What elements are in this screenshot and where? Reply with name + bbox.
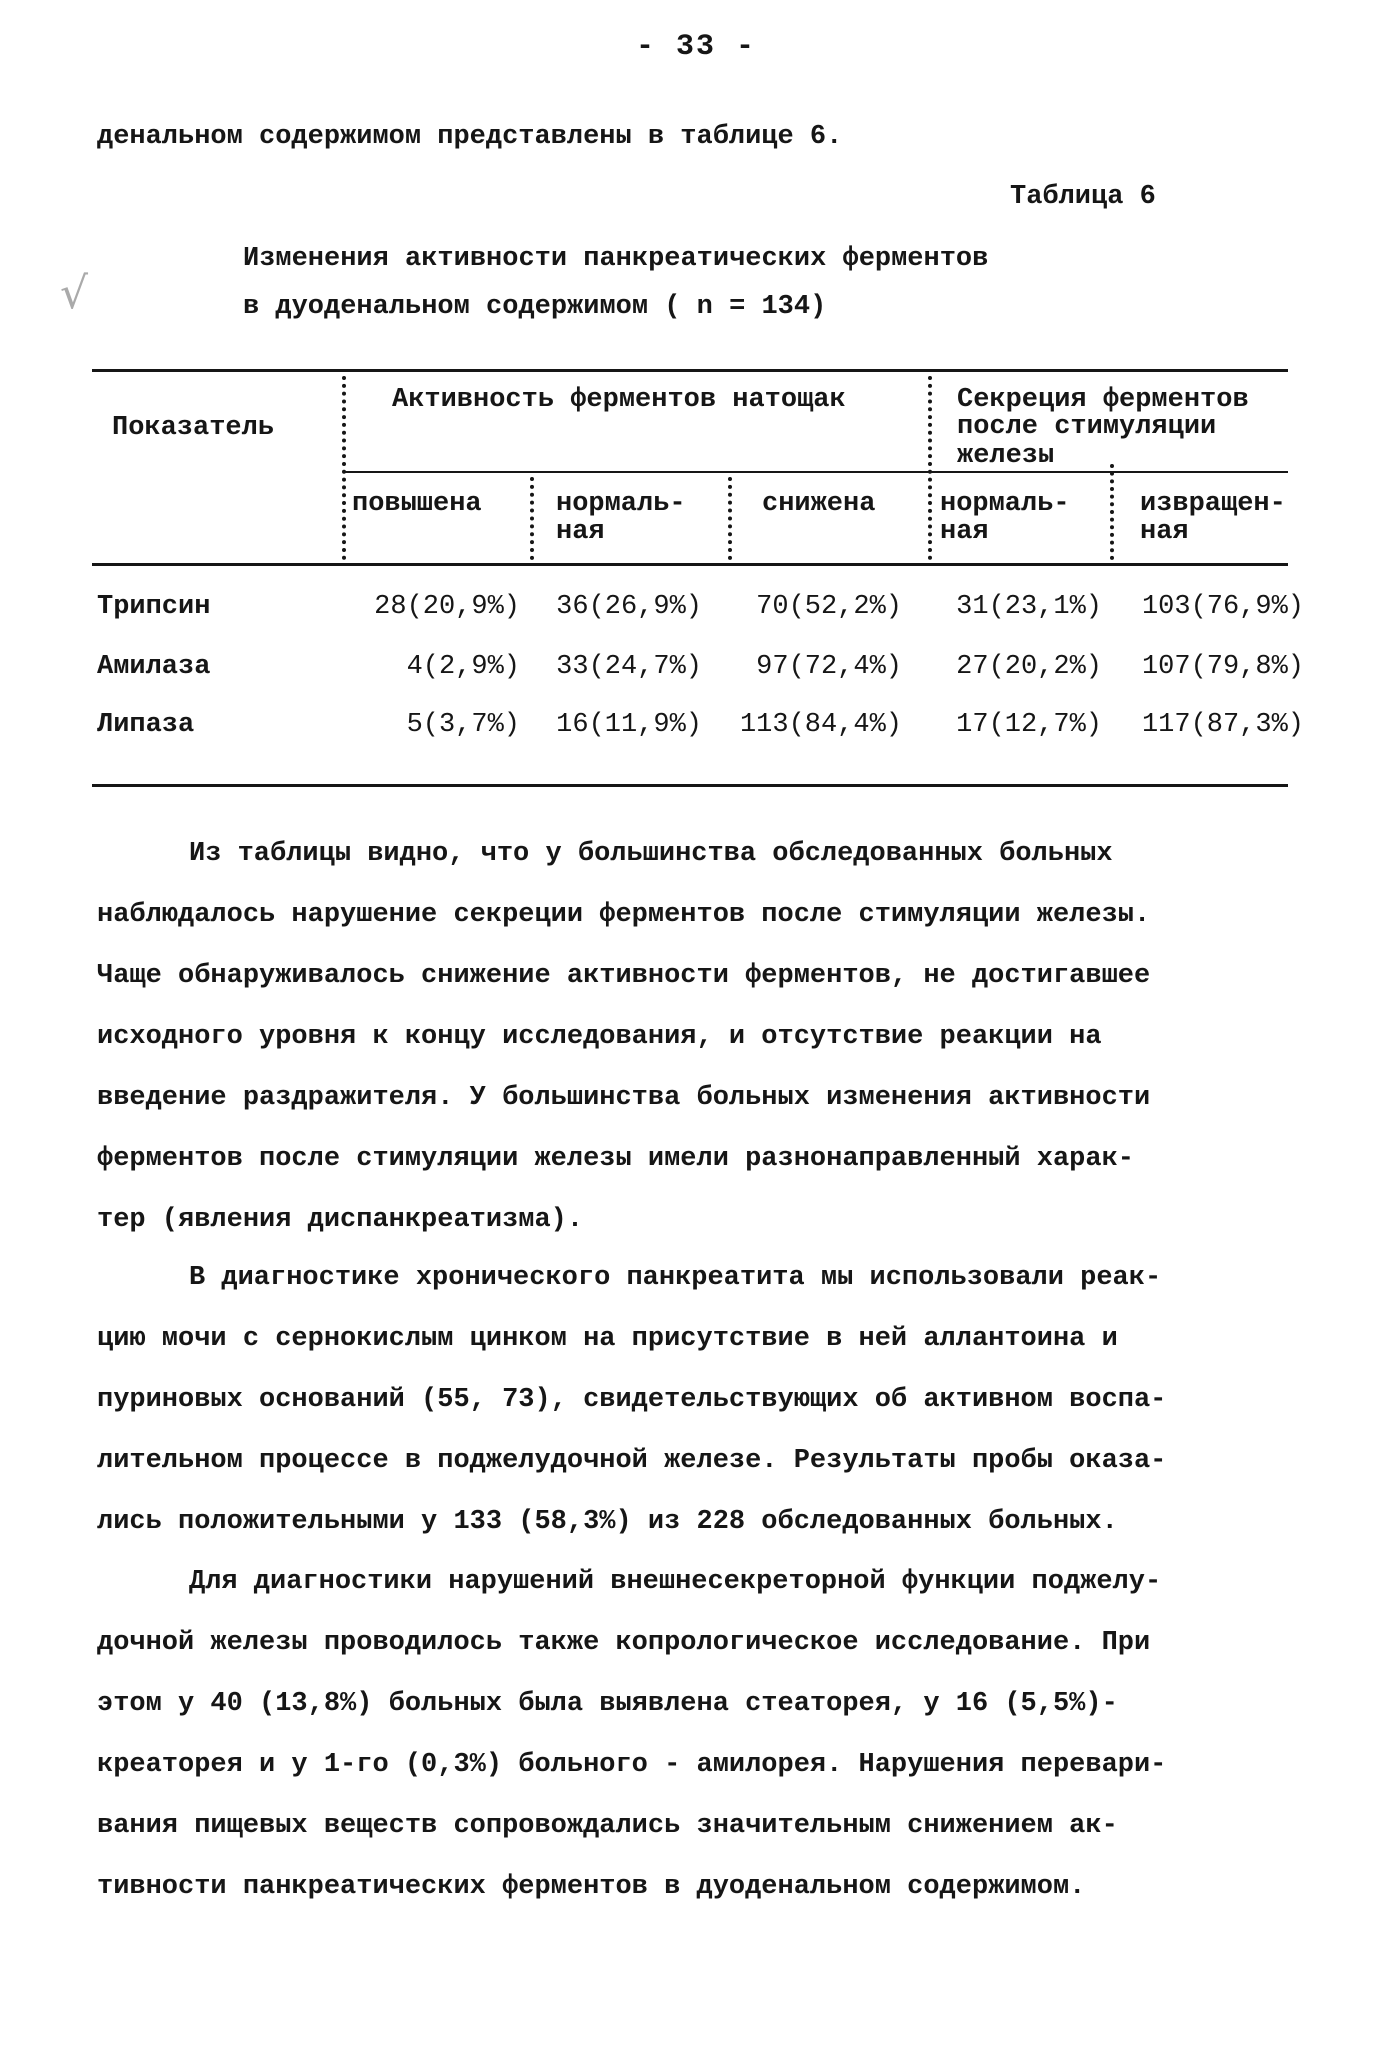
column-separator	[342, 376, 346, 560]
column-separator	[928, 376, 932, 560]
table-cell: 107(79,8%)	[1141, 652, 1304, 682]
table-cell: 5(3,7%)	[406, 710, 520, 740]
header-increased: повышена	[352, 489, 482, 519]
table-caption-line-1: Изменения активности панкреатических ферментов	[243, 244, 989, 274]
intro-line: денальном содержимом представлены в таблице 6.	[97, 122, 843, 152]
table-cell: 117(87,3%)	[1141, 710, 1304, 740]
paragraph-line: тер (явления диспанкреатизма).	[97, 1205, 584, 1235]
header-decreased: снижена	[762, 489, 876, 519]
paragraph-line: вания пищевых веществ сопровождались значительным снижением ак-	[97, 1811, 1118, 1841]
header-fasting-group: Активность ферментов натощак	[392, 385, 846, 415]
header-normal2-line-1: нормаль-	[940, 489, 1070, 519]
paragraph-2	[97, 1248, 1293, 1553]
table-cell: 113(84,4%)	[739, 710, 902, 740]
table-group-rule	[345, 471, 1288, 473]
table-label: Таблица 6	[1010, 182, 1156, 212]
table-cell: 31(23,1%)	[956, 592, 1102, 622]
table-cell: 70(52,2%)	[756, 592, 902, 622]
header-secretion-line-2: после стимуляции	[957, 412, 1217, 442]
table-cell: 36(26,9%)	[556, 592, 702, 622]
paragraph-line: исходного уровня к концу исследования, и отсутствие реакции на	[97, 1022, 1102, 1052]
row-label: Амилаза	[97, 652, 211, 682]
table-cell: 28(20,9%)	[374, 592, 520, 622]
header-normal2-line-2: ная	[940, 517, 989, 547]
header-perverted-line-2: ная	[1140, 517, 1189, 547]
paragraph-3	[97, 1552, 1293, 1918]
table-bottom-rule	[92, 784, 1288, 787]
table-cell: 4(2,9%)	[406, 652, 520, 682]
table-top-rule	[92, 369, 1288, 372]
paragraph-line: В диагностике хронического панкреатита мы использовали реак-	[189, 1263, 1162, 1293]
row-label: Трипсин	[97, 592, 211, 622]
header-secretion-line-3: железы	[957, 441, 1055, 471]
table-caption-line-2: в дуоденальном содержимом ( n = 134)	[243, 292, 827, 322]
table-cell: 16(11,9%)	[556, 710, 702, 740]
paragraph-1	[97, 824, 1293, 1251]
paragraph-line: дочной железы проводилось также копрологическое исследование. При	[97, 1628, 1151, 1658]
paragraph-line: наблюдалось нарушение секреции ферментов после стимуляции железы.	[97, 900, 1151, 930]
paragraph-line: креаторея и у 1-го (0,3%) больного - амилорея. Нарушения перевари-	[97, 1750, 1167, 1780]
table-cell: 103(76,9%)	[1141, 592, 1304, 622]
paragraph-line: этом у 40 (13,8%) больных была выявлена стеаторея, у 16 (5,5%)-	[97, 1689, 1118, 1719]
paragraph-line: введение раздражителя. У большинства больных изменения активности	[97, 1083, 1151, 1113]
column-separator	[530, 477, 534, 560]
column-separator	[728, 477, 732, 560]
paragraph-line: лись положительными у 133 (58,3%) из 228 обследованных больных.	[97, 1507, 1118, 1537]
paragraph-line: лительном процессе в поджелудочной железе. Результаты пробы оказа-	[97, 1446, 1167, 1476]
paragraph-line: Для диагностики нарушений внешнесекреторной функции поджелу-	[189, 1567, 1162, 1597]
header-perverted-line-1: извращен-	[1140, 489, 1286, 519]
paragraph-line: Из таблицы видно, что у большинства обследованных больных	[189, 839, 1113, 869]
paragraph-line: Чаще обнаруживалось снижение активности ферментов, не достигавшее	[97, 961, 1151, 991]
table-header-rule	[92, 563, 1288, 566]
column-separator	[1110, 464, 1114, 560]
paragraph-line: цию мочи с сернокислым цинком на присутствие в ней аллантоина и	[97, 1324, 1118, 1354]
table-cell: 97(72,4%)	[756, 652, 902, 682]
paragraph-line: пуриновых оснований (55, 73), свидетельствующих об активном воспа-	[97, 1385, 1167, 1415]
paragraph-line: тивности панкреатических ферментов в дуоденальном содержимом.	[97, 1872, 1086, 1902]
table-cell: 33(24,7%)	[556, 652, 702, 682]
header-indicator: Показатель	[112, 413, 275, 443]
paragraph-line: ферментов после стимуляции железы имели разнонаправленный харак-	[97, 1144, 1134, 1174]
table-cell: 17(12,7%)	[956, 710, 1102, 740]
header-normal-line-2: ная	[556, 517, 605, 547]
header-secretion-line-1: Секреция ферментов	[957, 385, 1249, 415]
row-label: Липаза	[97, 710, 195, 740]
handwritten-checkmark-icon: √	[60, 268, 89, 319]
table-cell: 27(20,2%)	[956, 652, 1102, 682]
header-normal-line-1: нормаль-	[556, 489, 686, 519]
page-number: - 33 -	[635, 30, 757, 64]
